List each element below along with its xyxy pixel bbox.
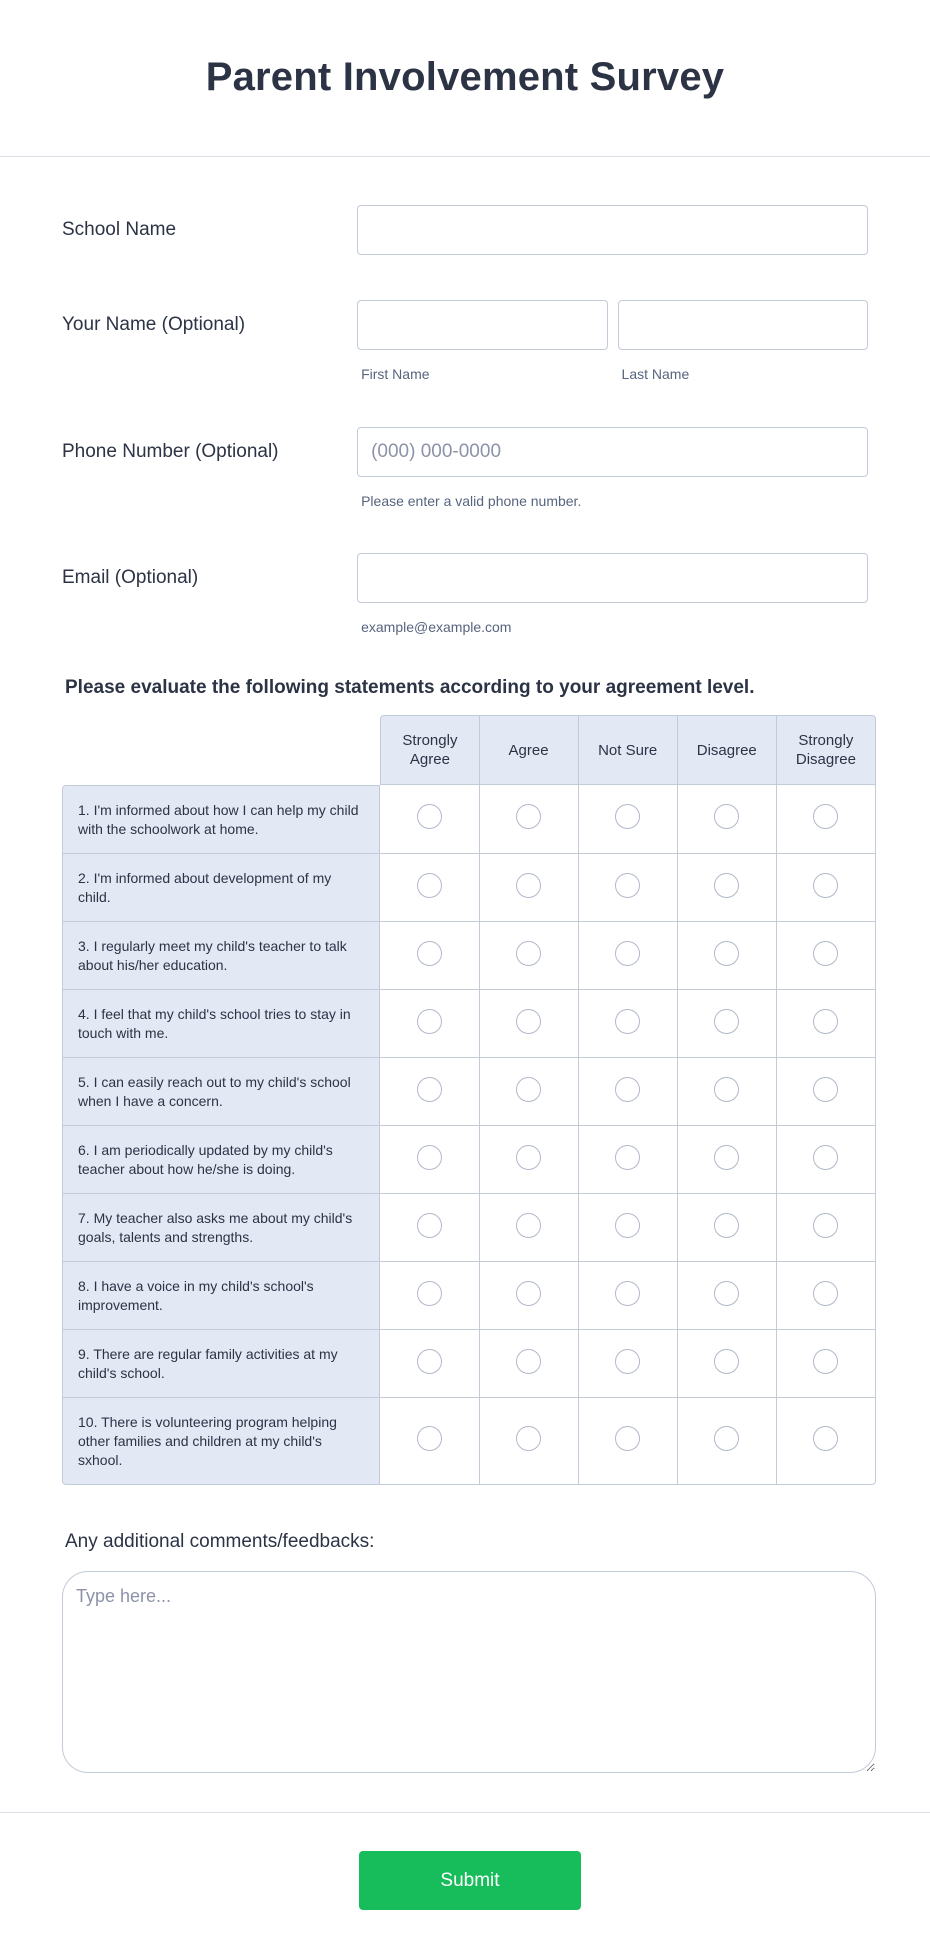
comments-textarea[interactable] [62, 1571, 876, 1773]
matrix-cell [380, 1262, 479, 1330]
school-name-input[interactable] [357, 205, 868, 255]
radio-agree[interactable] [516, 1426, 541, 1451]
matrix-row [62, 922, 876, 990]
matrix-cell [579, 1126, 678, 1194]
email-label: Email (Optional) [62, 567, 199, 588]
radio-not-sure[interactable] [615, 804, 640, 829]
matrix-row [62, 1330, 876, 1398]
radio-disagree[interactable] [714, 941, 739, 966]
statement-label: 3. I regularly meet my child's teacher to talk about his/her education. [62, 922, 380, 990]
matrix-cell [480, 1194, 579, 1262]
radio-agree[interactable] [516, 873, 541, 898]
radio-strongly-disagree[interactable] [813, 1426, 838, 1451]
your-name-row [62, 300, 868, 382]
email-row [62, 553, 868, 635]
matrix-cell [777, 1398, 876, 1485]
submit-button[interactable]: Submit [359, 1851, 581, 1910]
radio-strongly-agree[interactable] [417, 1281, 442, 1306]
matrix-cell [480, 785, 579, 854]
phone-input[interactable] [357, 427, 868, 477]
matrix-body [62, 785, 876, 1485]
phone-row [62, 427, 868, 509]
radio-disagree[interactable] [714, 1281, 739, 1306]
matrix-cell [380, 1126, 479, 1194]
radio-agree[interactable] [516, 1281, 541, 1306]
matrix-cell [678, 1262, 777, 1330]
radio-strongly-disagree[interactable] [813, 1145, 838, 1170]
radio-strongly-agree[interactable] [417, 873, 442, 898]
agreement-matrix-section [62, 677, 868, 1485]
form-header [0, 0, 930, 157]
radio-not-sure[interactable] [615, 1349, 640, 1374]
matrix-cell [380, 922, 479, 990]
radio-not-sure[interactable] [615, 1281, 640, 1306]
statement-label: 8. I have a voice in my child's school's improvement. [62, 1262, 380, 1330]
radio-strongly-disagree[interactable] [813, 1077, 838, 1102]
email-input[interactable] [357, 553, 868, 603]
school-name-label: School Name [62, 219, 177, 240]
column-header-agree: Agree [480, 715, 579, 785]
matrix-cell [380, 990, 479, 1058]
statement-label: 4. I feel that my child's school tries to stay in touch with me. [62, 990, 380, 1058]
matrix-cell [480, 854, 579, 922]
matrix-cell [480, 1058, 579, 1126]
radio-strongly-agree[interactable] [417, 1145, 442, 1170]
radio-strongly-disagree[interactable] [813, 1349, 838, 1374]
phone-fields [357, 427, 868, 509]
statement-label: 6. I am periodically updated by my child's teacher about how he/she is doing. [62, 1126, 380, 1194]
statement-label: 7. My teacher also asks me about my child's goals, talents and strengths. [62, 1194, 380, 1262]
radio-disagree[interactable] [714, 1213, 739, 1238]
first-name-sublabel: First Name [361, 366, 430, 382]
page-title: Parent Involvement Survey [205, 54, 725, 99]
radio-strongly-agree[interactable] [417, 1426, 442, 1451]
radio-strongly-disagree[interactable] [813, 1009, 838, 1034]
radio-not-sure[interactable] [615, 1213, 640, 1238]
matrix-cell [678, 1398, 777, 1485]
matrix-cell [777, 1262, 876, 1330]
statement-label: 1. I'm informed about how I can help my child with the schoolwork at home. [62, 785, 380, 854]
matrix-cell [480, 1262, 579, 1330]
form-footer [0, 1812, 930, 1959]
matrix-title: Please evaluate the following statements according to your agreement level. [65, 677, 755, 698]
matrix-cell [678, 854, 777, 922]
matrix-cell [579, 990, 678, 1058]
radio-strongly-disagree[interactable] [813, 873, 838, 898]
matrix-cell [678, 1126, 777, 1194]
matrix-row [62, 1194, 876, 1262]
column-header-disagree: Disagree [678, 715, 777, 785]
radio-agree[interactable] [516, 1077, 541, 1102]
first-name-column [357, 300, 607, 382]
school-name-fields [357, 205, 868, 255]
matrix-cell [380, 1398, 479, 1485]
matrix-cell [480, 1398, 579, 1485]
radio-agree[interactable] [516, 1213, 541, 1238]
school-name-row [62, 205, 868, 255]
radio-not-sure[interactable] [615, 1009, 640, 1034]
first-name-input[interactable] [357, 300, 607, 350]
last-name-column [618, 300, 868, 382]
matrix-row [62, 854, 876, 922]
matrix-cell [777, 922, 876, 990]
matrix-cell [380, 854, 479, 922]
matrix-cell [579, 922, 678, 990]
matrix-cell [579, 1262, 678, 1330]
radio-agree[interactable] [516, 1349, 541, 1374]
statement-label: 10. There is volunteering program helping other families and children at my child's sxhool. [62, 1398, 380, 1485]
radio-disagree[interactable] [714, 1426, 739, 1451]
matrix-cell [777, 1126, 876, 1194]
matrix-cell [678, 922, 777, 990]
radio-not-sure[interactable] [615, 941, 640, 966]
comments-label: Any additional comments/feedbacks: [65, 1531, 375, 1552]
survey-form [0, 205, 930, 1773]
radio-disagree[interactable] [714, 1145, 739, 1170]
matrix-corner [62, 715, 380, 785]
radio-disagree[interactable] [714, 1349, 739, 1374]
statement-label: 2. I'm informed about development of my child. [62, 854, 380, 922]
radio-not-sure[interactable] [615, 1077, 640, 1102]
matrix-cell [480, 1330, 579, 1398]
matrix-row [62, 1262, 876, 1330]
column-header-strongly-agree: Strongly Agree [380, 715, 479, 785]
your-name-label: Your Name (Optional) [62, 314, 246, 335]
radio-strongly-agree[interactable] [417, 941, 442, 966]
radio-strongly-agree[interactable] [417, 1009, 442, 1034]
matrix-row [62, 1398, 876, 1485]
email-fields [357, 553, 868, 635]
statement-label: 5. I can easily reach out to my child's school when I have a concern. [62, 1058, 380, 1126]
agreement-matrix [62, 715, 876, 1485]
column-header-strongly-disagree: Strongly Disagree [777, 715, 876, 785]
matrix-cell [678, 1058, 777, 1126]
matrix-cell [579, 1058, 678, 1126]
matrix-cell [579, 1398, 678, 1485]
last-name-input[interactable] [618, 300, 868, 350]
matrix-cell [380, 1194, 479, 1262]
matrix-row [62, 785, 876, 854]
radio-not-sure[interactable] [615, 873, 640, 898]
matrix-header-row [62, 715, 876, 785]
radio-disagree[interactable] [714, 1009, 739, 1034]
matrix-cell [777, 990, 876, 1058]
phone-label: Phone Number (Optional) [62, 441, 279, 462]
statement-label: 9. There are regular family activities at my child's school. [62, 1330, 380, 1398]
matrix-cell [777, 854, 876, 922]
matrix-cell [678, 1194, 777, 1262]
matrix-cell [480, 990, 579, 1058]
radio-strongly-disagree[interactable] [813, 1281, 838, 1306]
matrix-cell [380, 785, 479, 854]
matrix-row [62, 990, 876, 1058]
matrix-row [62, 1126, 876, 1194]
phone-sublabel: Please enter a valid phone number. [361, 493, 582, 509]
matrix-cell [579, 785, 678, 854]
matrix-cell [678, 990, 777, 1058]
matrix-cell [777, 785, 876, 854]
matrix-cell [678, 785, 777, 854]
radio-strongly-disagree[interactable] [813, 804, 838, 829]
matrix-cell [380, 1330, 479, 1398]
matrix-row [62, 1058, 876, 1126]
radio-not-sure[interactable] [615, 1426, 640, 1451]
radio-agree[interactable] [516, 1009, 541, 1034]
comments-section [62, 1531, 868, 1773]
radio-disagree[interactable] [714, 804, 739, 829]
matrix-cell [579, 854, 678, 922]
last-name-sublabel: Last Name [621, 366, 690, 382]
matrix-cell [579, 1194, 678, 1262]
radio-agree[interactable] [516, 1145, 541, 1170]
radio-strongly-disagree[interactable] [813, 941, 838, 966]
matrix-cell [579, 1330, 678, 1398]
radio-agree[interactable] [516, 804, 541, 829]
matrix-cell [777, 1194, 876, 1262]
radio-strongly-agree[interactable] [417, 1077, 442, 1102]
your-name-fields [357, 300, 868, 382]
column-header-not-sure: Not Sure [579, 715, 678, 785]
matrix-cell [678, 1330, 777, 1398]
radio-strongly-agree[interactable] [417, 1213, 442, 1238]
matrix-cell [480, 1126, 579, 1194]
radio-not-sure[interactable] [615, 1145, 640, 1170]
matrix-cell [777, 1058, 876, 1126]
radio-agree[interactable] [516, 941, 541, 966]
radio-strongly-disagree[interactable] [813, 1213, 838, 1238]
radio-strongly-agree[interactable] [417, 804, 442, 829]
radio-strongly-agree[interactable] [417, 1349, 442, 1374]
radio-disagree[interactable] [714, 873, 739, 898]
radio-disagree[interactable] [714, 1077, 739, 1102]
matrix-cell [480, 922, 579, 990]
matrix-cell [777, 1330, 876, 1398]
email-sublabel: example@example.com [361, 619, 512, 635]
matrix-cell [380, 1058, 479, 1126]
